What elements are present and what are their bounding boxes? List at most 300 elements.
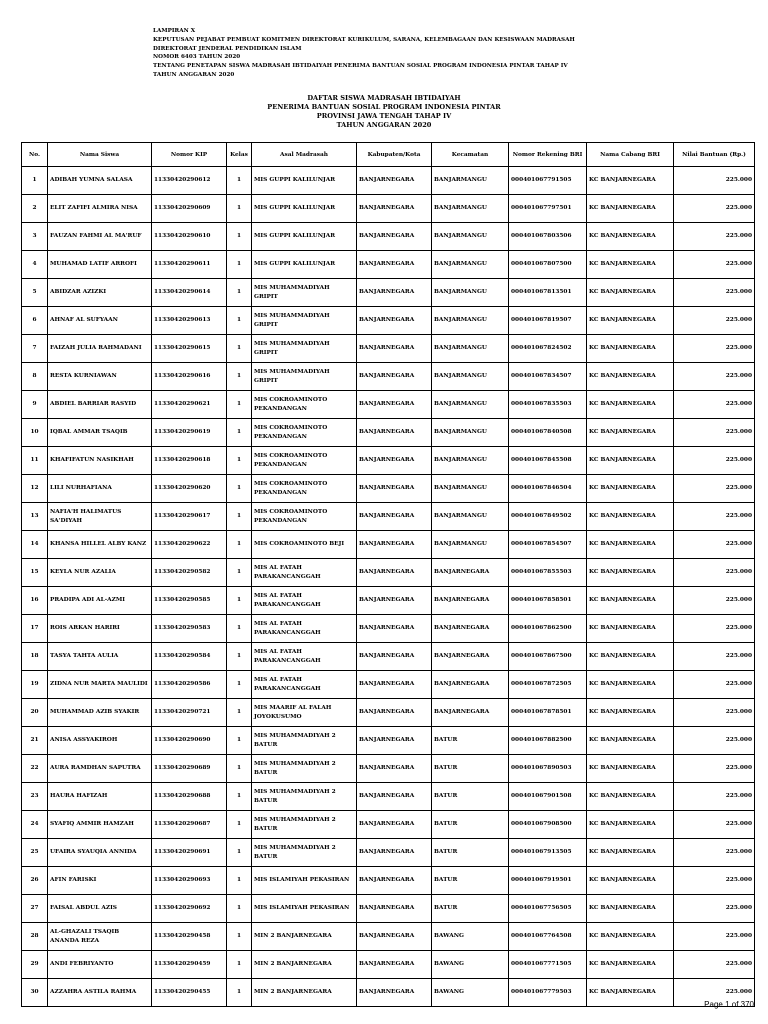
- cell-kelas: 1: [227, 699, 252, 727]
- cell-madrasah: MIS COKROAMINOTO PEKANDANGAN: [252, 475, 357, 503]
- document-title: [0, 94, 768, 130]
- cell-kab: BANJARNEGARA: [357, 895, 432, 923]
- cell-kip: 11330420290611: [152, 251, 227, 279]
- cell-madrasah: MIS MUHAMMADIYAH GRIPIT: [252, 279, 357, 307]
- cell-kec: BANJARMANGU: [432, 447, 509, 475]
- cell-no: 23: [22, 783, 48, 811]
- cell-kec: BANJARMANGU: [432, 279, 509, 307]
- cell-nama: ANISA ASSYAKIROH: [48, 727, 152, 755]
- cell-cab: KC BANJARNEGARA: [587, 727, 674, 755]
- cell-no: 20: [22, 699, 48, 727]
- cell-val: 225.000: [674, 615, 755, 643]
- cell-kab: BANJARNEGARA: [357, 979, 432, 1007]
- cell-kab: BANJARNEGARA: [357, 447, 432, 475]
- cell-kab: BANJARNEGARA: [357, 335, 432, 363]
- cell-nama: AFIN FARISKI: [48, 867, 152, 895]
- cell-madrasah: MIS ISLAMIYAH PEKASIRAN: [252, 867, 357, 895]
- cell-val: 225.000: [674, 503, 755, 531]
- cell-no: 28: [22, 923, 48, 951]
- cell-kec: BANJARNEGARA: [432, 615, 509, 643]
- cell-madrasah: MIS COKROAMINOTO PEKANDANGAN: [252, 503, 357, 531]
- cell-kelas: 1: [227, 587, 252, 615]
- cell-nama: UFAIRA SYAUQIA ANNIDA: [48, 839, 152, 867]
- cell-no: 2: [22, 195, 48, 223]
- cell-no: 25: [22, 839, 48, 867]
- cell-kip: 11330420290618: [152, 447, 227, 475]
- cell-kelas: 1: [227, 671, 252, 699]
- cell-kip: 11330420290721: [152, 699, 227, 727]
- cell-rek: 000401067771505: [509, 951, 587, 979]
- table-row: [22, 923, 755, 951]
- cell-kip: 11330420290692: [152, 895, 227, 923]
- cell-val: 225.000: [674, 783, 755, 811]
- cell-madrasah: MIN 2 BANJARNEGARA: [252, 951, 357, 979]
- cell-kip: 11330420290689: [152, 755, 227, 783]
- cell-no: 8: [22, 363, 48, 391]
- table-row: [22, 251, 755, 279]
- cell-kelas: 1: [227, 167, 252, 195]
- cell-nama: TASYA TAHTA AULIA: [48, 643, 152, 671]
- cell-kelas: 1: [227, 951, 252, 979]
- cell-val: 225.000: [674, 531, 755, 559]
- cell-kip: 11330420290615: [152, 335, 227, 363]
- table-row: [22, 363, 755, 391]
- title-line: PENERIMA BANTUAN SOSIAL PROGRAM INDONESIA PINTAR: [267, 103, 501, 111]
- cell-rek: 000401067919501: [509, 867, 587, 895]
- cell-kip: 11330420290688: [152, 783, 227, 811]
- cell-madrasah: MIS MUHAMMADIYAH GRIPIT: [252, 307, 357, 335]
- cell-cab: KC BANJARNEGARA: [587, 755, 674, 783]
- cell-val: 225.000: [674, 811, 755, 839]
- cell-no: 27: [22, 895, 48, 923]
- cell-kelas: 1: [227, 643, 252, 671]
- cell-cab: KC BANJARNEGARA: [587, 335, 674, 363]
- cell-kelas: 1: [227, 307, 252, 335]
- cell-kelas: 1: [227, 531, 252, 559]
- cell-kab: BANJARNEGARA: [357, 307, 432, 335]
- cell-kab: BANJARNEGARA: [357, 671, 432, 699]
- cell-kec: BANJARMANGU: [432, 167, 509, 195]
- cell-kelas: 1: [227, 811, 252, 839]
- cell-kec: BANJARNEGARA: [432, 643, 509, 671]
- column-header-nama: Nama Siswa: [48, 143, 152, 167]
- cell-rek: 000401067756505: [509, 895, 587, 923]
- cell-no: 26: [22, 867, 48, 895]
- cell-kec: BAWANG: [432, 979, 509, 1007]
- cell-cab: KC BANJARNEGARA: [587, 419, 674, 447]
- cell-madrasah: MIN 2 BANJARNEGARA: [252, 923, 357, 951]
- cell-rek: 000401067858501: [509, 587, 587, 615]
- cell-kelas: 1: [227, 391, 252, 419]
- cell-kab: BANJARNEGARA: [357, 783, 432, 811]
- cell-nama: IQBAL AMMAR TSAQIB: [48, 419, 152, 447]
- cell-no: 18: [22, 643, 48, 671]
- cell-madrasah: MIS GUPPI KALILUNJAR: [252, 223, 357, 251]
- cell-kec: BANJARMANGU: [432, 335, 509, 363]
- cell-kip: 11330420290687: [152, 811, 227, 839]
- cell-kab: BANJARNEGARA: [357, 531, 432, 559]
- cell-kec: BANJARMANGU: [432, 475, 509, 503]
- cell-kec: BATUR: [432, 811, 509, 839]
- cell-kelas: 1: [227, 615, 252, 643]
- cell-kab: BANJARNEGARA: [357, 223, 432, 251]
- cell-rek: 000401067779503: [509, 979, 587, 1007]
- cell-rek: 000401067840508: [509, 419, 587, 447]
- cell-no: 30: [22, 979, 48, 1007]
- cell-rek: 000401067882500: [509, 727, 587, 755]
- header-line: TAHUN ANGGARAN 2020: [153, 71, 235, 78]
- title-line: PROVINSI JAWA TENGAH TAHAP IV: [316, 112, 452, 120]
- cell-val: 225.000: [674, 923, 755, 951]
- cell-kip: 11330420290582: [152, 559, 227, 587]
- cell-kab: BANJARNEGARA: [357, 923, 432, 951]
- cell-val: 225.000: [674, 895, 755, 923]
- table-row: [22, 643, 755, 671]
- cell-kelas: 1: [227, 447, 252, 475]
- cell-cab: KC BANJARNEGARA: [587, 195, 674, 223]
- cell-rek: 000401067797501: [509, 195, 587, 223]
- cell-kab: BANJARNEGARA: [357, 727, 432, 755]
- table-row: [22, 419, 755, 447]
- cell-cab: KC BANJARNEGARA: [587, 503, 674, 531]
- cell-kec: BANJARMANGU: [432, 195, 509, 223]
- cell-kip: 11330420290586: [152, 671, 227, 699]
- table-row: [22, 783, 755, 811]
- cell-cab: KC BANJARNEGARA: [587, 447, 674, 475]
- cell-cab: KC BANJARNEGARA: [587, 811, 674, 839]
- cell-nama: SYAFIQ AMMIR HAMZAH: [48, 811, 152, 839]
- cell-kab: BANJARNEGARA: [357, 587, 432, 615]
- column-header-kab: Kabupaten/Kota: [357, 143, 432, 167]
- cell-cab: KC BANJARNEGARA: [587, 167, 674, 195]
- cell-cab: KC BANJARNEGARA: [587, 783, 674, 811]
- header-line: DIREKTORAT JENDERAL PENDIDIKAN ISLAM: [153, 45, 302, 52]
- cell-kab: BANJARNEGARA: [357, 251, 432, 279]
- table-row: [22, 475, 755, 503]
- cell-madrasah: MIS MUHAMMADIYAH GRIPIT: [252, 363, 357, 391]
- title-line: TAHUN ANGGARAN 2020: [336, 121, 432, 129]
- cell-cab: KC BANJARNEGARA: [587, 951, 674, 979]
- cell-kec: BANJARMANGU: [432, 531, 509, 559]
- cell-cab: KC BANJARNEGARA: [587, 279, 674, 307]
- cell-kelas: 1: [227, 363, 252, 391]
- cell-madrasah: MIS MUHAMMADIYAH 2 BATUR: [252, 783, 357, 811]
- cell-kip: 11330420290610: [152, 223, 227, 251]
- cell-no: 7: [22, 335, 48, 363]
- cell-cab: KC BANJARNEGARA: [587, 867, 674, 895]
- table-row: [22, 615, 755, 643]
- cell-kab: BANJARNEGARA: [357, 755, 432, 783]
- header-line: KEPUTUSAN PEJABAT PEMBUAT KOMITMEN DIREKTORAT KURIKULUM, SARANA, KELEMBAGAAN DAN KESISWAAN MADRASAH: [153, 36, 575, 43]
- cell-val: 225.000: [674, 391, 755, 419]
- cell-nama: ZIDNA NUR MARTA MAULIDI: [48, 671, 152, 699]
- cell-madrasah: MIS COKROAMINOTO PEKANDANGAN: [252, 391, 357, 419]
- cell-madrasah: MIS MUHAMMADIYAH 2 BATUR: [252, 755, 357, 783]
- cell-madrasah: MIS MUHAMMADIYAH 2 BATUR: [252, 811, 357, 839]
- cell-rek: 000401067855503: [509, 559, 587, 587]
- cell-cab: KC BANJARNEGARA: [587, 839, 674, 867]
- cell-kip: 11330420290613: [152, 307, 227, 335]
- table-row: [22, 727, 755, 755]
- cell-kelas: 1: [227, 839, 252, 867]
- cell-no: 6: [22, 307, 48, 335]
- cell-kip: 11330420290691: [152, 839, 227, 867]
- cell-val: 225.000: [674, 671, 755, 699]
- cell-nama: KHANSA HILLEL ALBY KANZ: [48, 531, 152, 559]
- cell-kelas: 1: [227, 979, 252, 1007]
- header-line: NOMOR 6403 TAHUN 2020: [153, 54, 241, 61]
- table-row: [22, 447, 755, 475]
- cell-kip: 11330420290458: [152, 923, 227, 951]
- cell-kec: BATUR: [432, 755, 509, 783]
- cell-kip: 11330420290690: [152, 727, 227, 755]
- cell-kab: BANJARNEGARA: [357, 811, 432, 839]
- cell-kelas: 1: [227, 503, 252, 531]
- table-row: [22, 951, 755, 979]
- cell-val: 225.000: [674, 195, 755, 223]
- student-table: [21, 142, 755, 1007]
- table-row: [22, 895, 755, 923]
- cell-madrasah: MIS GUPPI KALILUNJAR: [252, 251, 357, 279]
- table-row: [22, 279, 755, 307]
- cell-val: 225.000: [674, 223, 755, 251]
- cell-kip: 11330420290619: [152, 419, 227, 447]
- cell-nama: AL-GHAZALI TSAQIB ANANDA REZA: [48, 923, 152, 951]
- cell-nama: NAFIA'H HALIMATUS SA'DIYAH: [48, 503, 152, 531]
- column-header-rek: Nomor Rekening BRI: [509, 143, 587, 167]
- cell-rek: 000401067846504: [509, 475, 587, 503]
- cell-kip: 11330420290622: [152, 531, 227, 559]
- cell-madrasah: MIS MUHAMMADIYAH 2 BATUR: [252, 727, 357, 755]
- table-row: [22, 391, 755, 419]
- cell-kip: 11330420290455: [152, 979, 227, 1007]
- column-header-kec: Kecamatan: [432, 143, 509, 167]
- cell-nama: FAUZAN FAHMI AL MA'RUF: [48, 223, 152, 251]
- cell-no: 21: [22, 727, 48, 755]
- cell-rek: 000401067824502: [509, 335, 587, 363]
- cell-val: 225.000: [674, 587, 755, 615]
- cell-cab: KC BANJARNEGARA: [587, 615, 674, 643]
- cell-kelas: 1: [227, 755, 252, 783]
- cell-nama: FAISAL ABDUL AZIS: [48, 895, 152, 923]
- cell-cab: KC BANJARNEGARA: [587, 923, 674, 951]
- cell-nama: MUHAMAD LATIF ARROFI: [48, 251, 152, 279]
- cell-kab: BANJARNEGARA: [357, 363, 432, 391]
- cell-val: 225.000: [674, 447, 755, 475]
- cell-rek: 000401067854507: [509, 531, 587, 559]
- table-row: [22, 811, 755, 839]
- column-header-kelas: Kelas: [227, 143, 252, 167]
- cell-cab: KC BANJARNEGARA: [587, 895, 674, 923]
- cell-kab: BANJARNEGARA: [357, 699, 432, 727]
- cell-cab: KC BANJARNEGARA: [587, 559, 674, 587]
- table-row: [22, 531, 755, 559]
- cell-cab: KC BANJARNEGARA: [587, 587, 674, 615]
- table-row: [22, 223, 755, 251]
- cell-rek: 000401067867500: [509, 643, 587, 671]
- cell-nama: PRADIPA ADI AL-AZMI: [48, 587, 152, 615]
- cell-val: 225.000: [674, 951, 755, 979]
- cell-rek: 000401067834507: [509, 363, 587, 391]
- cell-kec: BATUR: [432, 727, 509, 755]
- cell-cab: KC BANJARNEGARA: [587, 979, 674, 1007]
- column-header-val: Nilai Bantuan (Rp.): [674, 143, 755, 167]
- cell-kab: BANJARNEGARA: [357, 419, 432, 447]
- cell-madrasah: MIS MUHAMMADIYAH 2 BATUR: [252, 839, 357, 867]
- table-row: [22, 587, 755, 615]
- header-line: LAMPIRAN X: [153, 28, 196, 34]
- cell-madrasah: MIS AL FATAH PARAKANCANGGAH: [252, 587, 357, 615]
- cell-no: 13: [22, 503, 48, 531]
- decree-header: [153, 27, 623, 80]
- cell-kip: 11330420290612: [152, 167, 227, 195]
- page-number: Page 1 of 370: [704, 1000, 754, 1009]
- cell-cab: KC BANJARNEGARA: [587, 223, 674, 251]
- cell-madrasah: MIS GUPPI KALILUNJAR: [252, 195, 357, 223]
- cell-kelas: 1: [227, 223, 252, 251]
- cell-no: 5: [22, 279, 48, 307]
- cell-cab: KC BANJARNEGARA: [587, 391, 674, 419]
- cell-val: 225.000: [674, 727, 755, 755]
- cell-kec: BATUR: [432, 839, 509, 867]
- cell-no: 9: [22, 391, 48, 419]
- cell-rek: 000401067849502: [509, 503, 587, 531]
- cell-kelas: 1: [227, 923, 252, 951]
- cell-madrasah: MIS GUPPI KALILUNJAR: [252, 167, 357, 195]
- table-row: [22, 839, 755, 867]
- cell-rek: 000401067791505: [509, 167, 587, 195]
- cell-no: 17: [22, 615, 48, 643]
- cell-kelas: 1: [227, 419, 252, 447]
- cell-no: 12: [22, 475, 48, 503]
- cell-rek: 000401067908500: [509, 811, 587, 839]
- cell-kip: 11330420290620: [152, 475, 227, 503]
- cell-val: 225.000: [674, 699, 755, 727]
- cell-madrasah: MIS MUHAMMADIYAH GRIPIT: [252, 335, 357, 363]
- cell-kelas: 1: [227, 279, 252, 307]
- cell-no: 24: [22, 811, 48, 839]
- cell-cab: KC BANJARNEGARA: [587, 475, 674, 503]
- cell-rek: 000401067901508: [509, 783, 587, 811]
- cell-rek: 000401067878501: [509, 699, 587, 727]
- cell-no: 19: [22, 671, 48, 699]
- cell-kec: BANJARMANGU: [432, 363, 509, 391]
- cell-nama: KEYLA NUR AZALIA: [48, 559, 152, 587]
- cell-val: 225.000: [674, 167, 755, 195]
- cell-kip: 11330420290609: [152, 195, 227, 223]
- cell-kec: BANJARMANGU: [432, 419, 509, 447]
- cell-val: 225.000: [674, 755, 755, 783]
- cell-cab: KC BANJARNEGARA: [587, 363, 674, 391]
- cell-no: 1: [22, 167, 48, 195]
- cell-kip: 11330420290585: [152, 587, 227, 615]
- cell-cab: KC BANJARNEGARA: [587, 307, 674, 335]
- cell-kelas: 1: [227, 895, 252, 923]
- cell-no: 29: [22, 951, 48, 979]
- cell-rek: 000401067913505: [509, 839, 587, 867]
- cell-rek: 000401067807500: [509, 251, 587, 279]
- cell-val: 225.000: [674, 419, 755, 447]
- cell-kec: BAWANG: [432, 951, 509, 979]
- cell-kab: BANJARNEGARA: [357, 839, 432, 867]
- cell-madrasah: MIS COKROAMINOTO BEJI: [252, 531, 357, 559]
- cell-kelas: 1: [227, 335, 252, 363]
- table-row: [22, 167, 755, 195]
- cell-val: 225.000: [674, 643, 755, 671]
- cell-kip: 11330420290614: [152, 279, 227, 307]
- table-body: [22, 167, 755, 1007]
- cell-kelas: 1: [227, 475, 252, 503]
- cell-kec: BANJARMANGU: [432, 251, 509, 279]
- cell-val: 225.000: [674, 867, 755, 895]
- cell-nama: KHAFIFATUN NASIKHAH: [48, 447, 152, 475]
- cell-kelas: 1: [227, 867, 252, 895]
- cell-val: 225.000: [674, 839, 755, 867]
- cell-rek: 000401067764508: [509, 923, 587, 951]
- cell-nama: LILI NURHAFIANA: [48, 475, 152, 503]
- cell-kec: BANJARMANGU: [432, 307, 509, 335]
- cell-no: 3: [22, 223, 48, 251]
- cell-nama: HAURA HAFIZAH: [48, 783, 152, 811]
- cell-kelas: 1: [227, 727, 252, 755]
- cell-madrasah: MIS AL FATAH PARAKANCANGGAH: [252, 671, 357, 699]
- cell-kab: BANJARNEGARA: [357, 475, 432, 503]
- cell-kip: 11330420290616: [152, 363, 227, 391]
- cell-val: 225.000: [674, 279, 755, 307]
- cell-kip: 11330420290459: [152, 951, 227, 979]
- cell-kec: BANJARNEGARA: [432, 671, 509, 699]
- cell-kelas: 1: [227, 195, 252, 223]
- cell-nama: RESTA KURNIAWAN: [48, 363, 152, 391]
- cell-val: 225.000: [674, 251, 755, 279]
- cell-kip: 11330420290617: [152, 503, 227, 531]
- cell-rek: 000401067890503: [509, 755, 587, 783]
- cell-kip: 11330420290584: [152, 643, 227, 671]
- table-row: [22, 559, 755, 587]
- cell-nama: ANDI FEBRIYANTO: [48, 951, 152, 979]
- cell-kab: BANJARNEGARA: [357, 279, 432, 307]
- cell-kab: BANJARNEGARA: [357, 559, 432, 587]
- table-row: [22, 867, 755, 895]
- cell-rek: 000401067813501: [509, 279, 587, 307]
- cell-nama: ELIT ZAFIFI ALMIRA NISA: [48, 195, 152, 223]
- cell-nama: ABDIEL BARRIAR RASYID: [48, 391, 152, 419]
- cell-kab: BANJARNEGARA: [357, 391, 432, 419]
- cell-madrasah: MIS ISLAMIYAH PEKASIRAN: [252, 895, 357, 923]
- table-row: [22, 195, 755, 223]
- column-header-cab: Nama Cabang BRI: [587, 143, 674, 167]
- table-row: [22, 755, 755, 783]
- cell-rek: 000401067872505: [509, 671, 587, 699]
- table-row: [22, 335, 755, 363]
- cell-kab: BANJARNEGARA: [357, 503, 432, 531]
- cell-no: 4: [22, 251, 48, 279]
- cell-madrasah: MIS AL FATAH PARAKANCANGGAH: [252, 615, 357, 643]
- cell-kec: BANJARMANGU: [432, 223, 509, 251]
- cell-kec: BANJARNEGARA: [432, 699, 509, 727]
- cell-nama: ABIDZAR AZIZKI: [48, 279, 152, 307]
- cell-val: 225.000: [674, 559, 755, 587]
- table-row: [22, 503, 755, 531]
- header-line: TENTANG PENETAPAN SISWA MADRASAH IBTIDAIYAH PENERIMA BANTUAN SOSIAL PROGRAM INDONESIA PINTAR TAHAP IV: [153, 63, 568, 70]
- cell-kec: BANJARNEGARA: [432, 587, 509, 615]
- cell-rek: 000401067862500: [509, 615, 587, 643]
- table-row: [22, 699, 755, 727]
- cell-cab: KC BANJARNEGARA: [587, 699, 674, 727]
- title-line: DAFTAR SISWA MADRASAH IBTIDAIYAH: [307, 94, 461, 102]
- cell-madrasah: MIS AL FATAH PARAKANCANGGAH: [252, 643, 357, 671]
- cell-rek: 000401067803506: [509, 223, 587, 251]
